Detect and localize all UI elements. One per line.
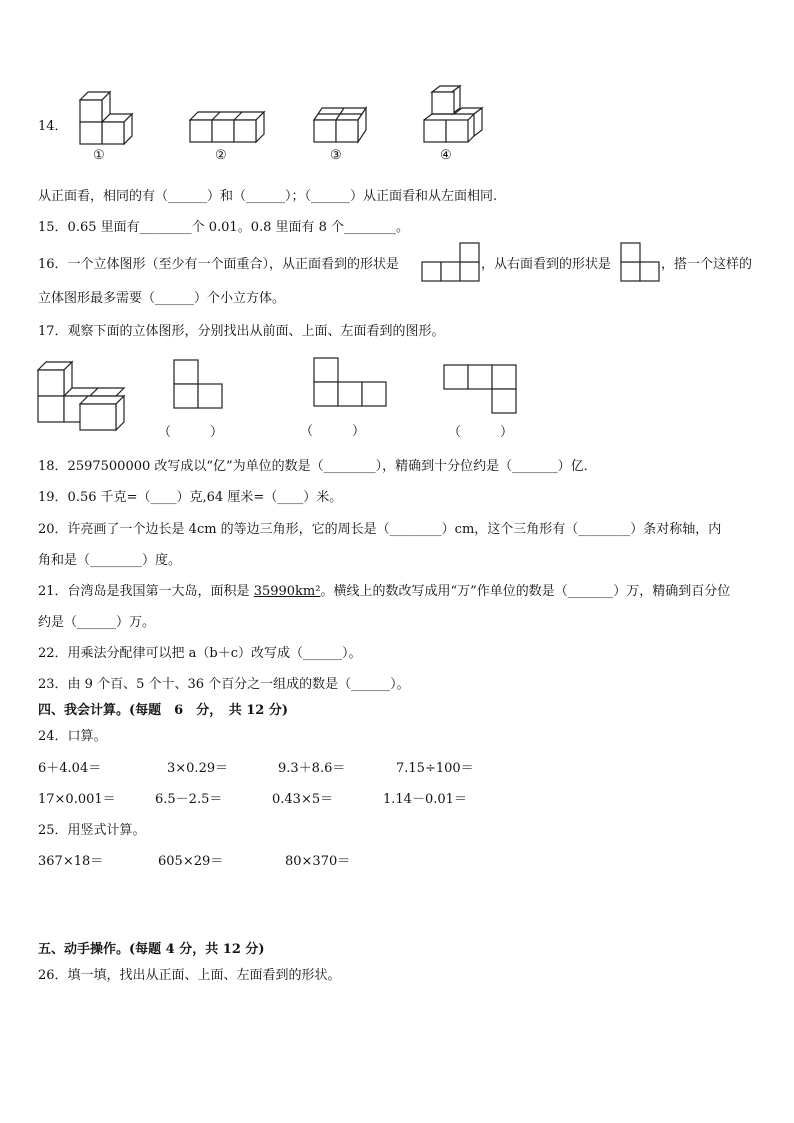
q14-label-4: ④ [440,148,452,163]
q17-figures [0,0,794,440]
q16-part2: ，从右面看到的形状是 [481,257,612,272]
q14-text: 从正面看，相同的有（______）和（______）；（______）从正面看和从左面相同. [38,189,498,204]
q25-item-3: 80×370＝ [285,854,351,869]
section4-title: 四、我会计算。(每题 6 分， 共 12 分) [38,703,288,718]
q22-text: 22．用乘法分配律可以把 a（b＋c）改写成（______）。 [38,646,362,661]
q21-underlined: 35990km² [253,584,321,599]
q16-line2: 立体图形最多需要（______）个小立方体。 [38,291,286,306]
q24-r2-c4: 1.14－0.01＝ [383,792,467,807]
q21-line2: 约是（______）万。 [38,615,156,630]
q24-title: 24．口算。 [38,729,107,744]
q20-line1: 20．许亮画了一个边长是 4cm 的等边三角形，它的周长是（________）cm，这个三角形有（________）条对称轴，内 [38,522,722,537]
q17-blank-3[interactable]: （ ） [448,425,514,440]
q17-blank-1[interactable]: （ ） [158,425,224,440]
q24-r2-c2: 6.5－2.5＝ [155,792,223,807]
q25-item-1: 367×18＝ [38,854,104,869]
q25-item-2: 605×29＝ [158,854,224,869]
q21-line1 [38,583,730,601]
q26-text: 26．填一填，找出从正面、上面、左面看到的形状。 [38,968,341,983]
q15-text: 15．0.65 里面有________个 0.01。0.8 里面有 8 个________。 [38,220,410,235]
q18-text: 18．2597500000 改写成以“亿”为单位的数是（________），精确到十分位约是（_______）亿． [38,459,597,474]
q16-part3: ，搭一个这样的 [661,257,753,272]
q24-r1-c3: 9.3＋8.6＝ [278,761,346,776]
q14-label-3: ③ [330,148,342,163]
q14-label-1: ① [93,148,105,163]
q20-line2: 角和是（________）度。 [38,553,182,568]
q24-r1-c1: 6＋4.04＝ [38,761,102,776]
q23-text: 23．由 9 个百、5 个十、36 个百分之一组成的数是（______）。 [38,677,410,692]
q24-r1-c2: 3×0.29＝ [167,761,229,776]
q14-number: 14． [38,119,68,134]
q21-pre: 21．台湾岛是我国第一大岛，面积是 [38,584,254,599]
q25-title: 25．用竖式计算。 [38,823,146,838]
q21-post: 。横线上的数改写成用“万”作单位的数是（_______）万，精确到百分位 [320,584,731,599]
q24-r2-c1: 17×0.001＝ [38,792,116,807]
q17-blank-2[interactable]: （ ） [300,424,366,439]
q14-label-2: ② [215,148,227,163]
q19-text: 19．0.56 千克=（____）克,64 厘米=（____）米。 [38,490,343,505]
q17-text: 17．观察下面的立体图形，分别找出从前面、上面、左面看到的图形。 [38,324,445,339]
q24-r2-c3: 0.43×5＝ [272,792,334,807]
q24-r1-c4: 7.15÷100＝ [396,761,474,776]
section5-title: 五、动手操作。(每题 4 分，共 12 分) [38,942,265,957]
q16-part1: 16．一个立体图形（至少有一个面重合），从正面看到的形状是 [38,257,400,272]
